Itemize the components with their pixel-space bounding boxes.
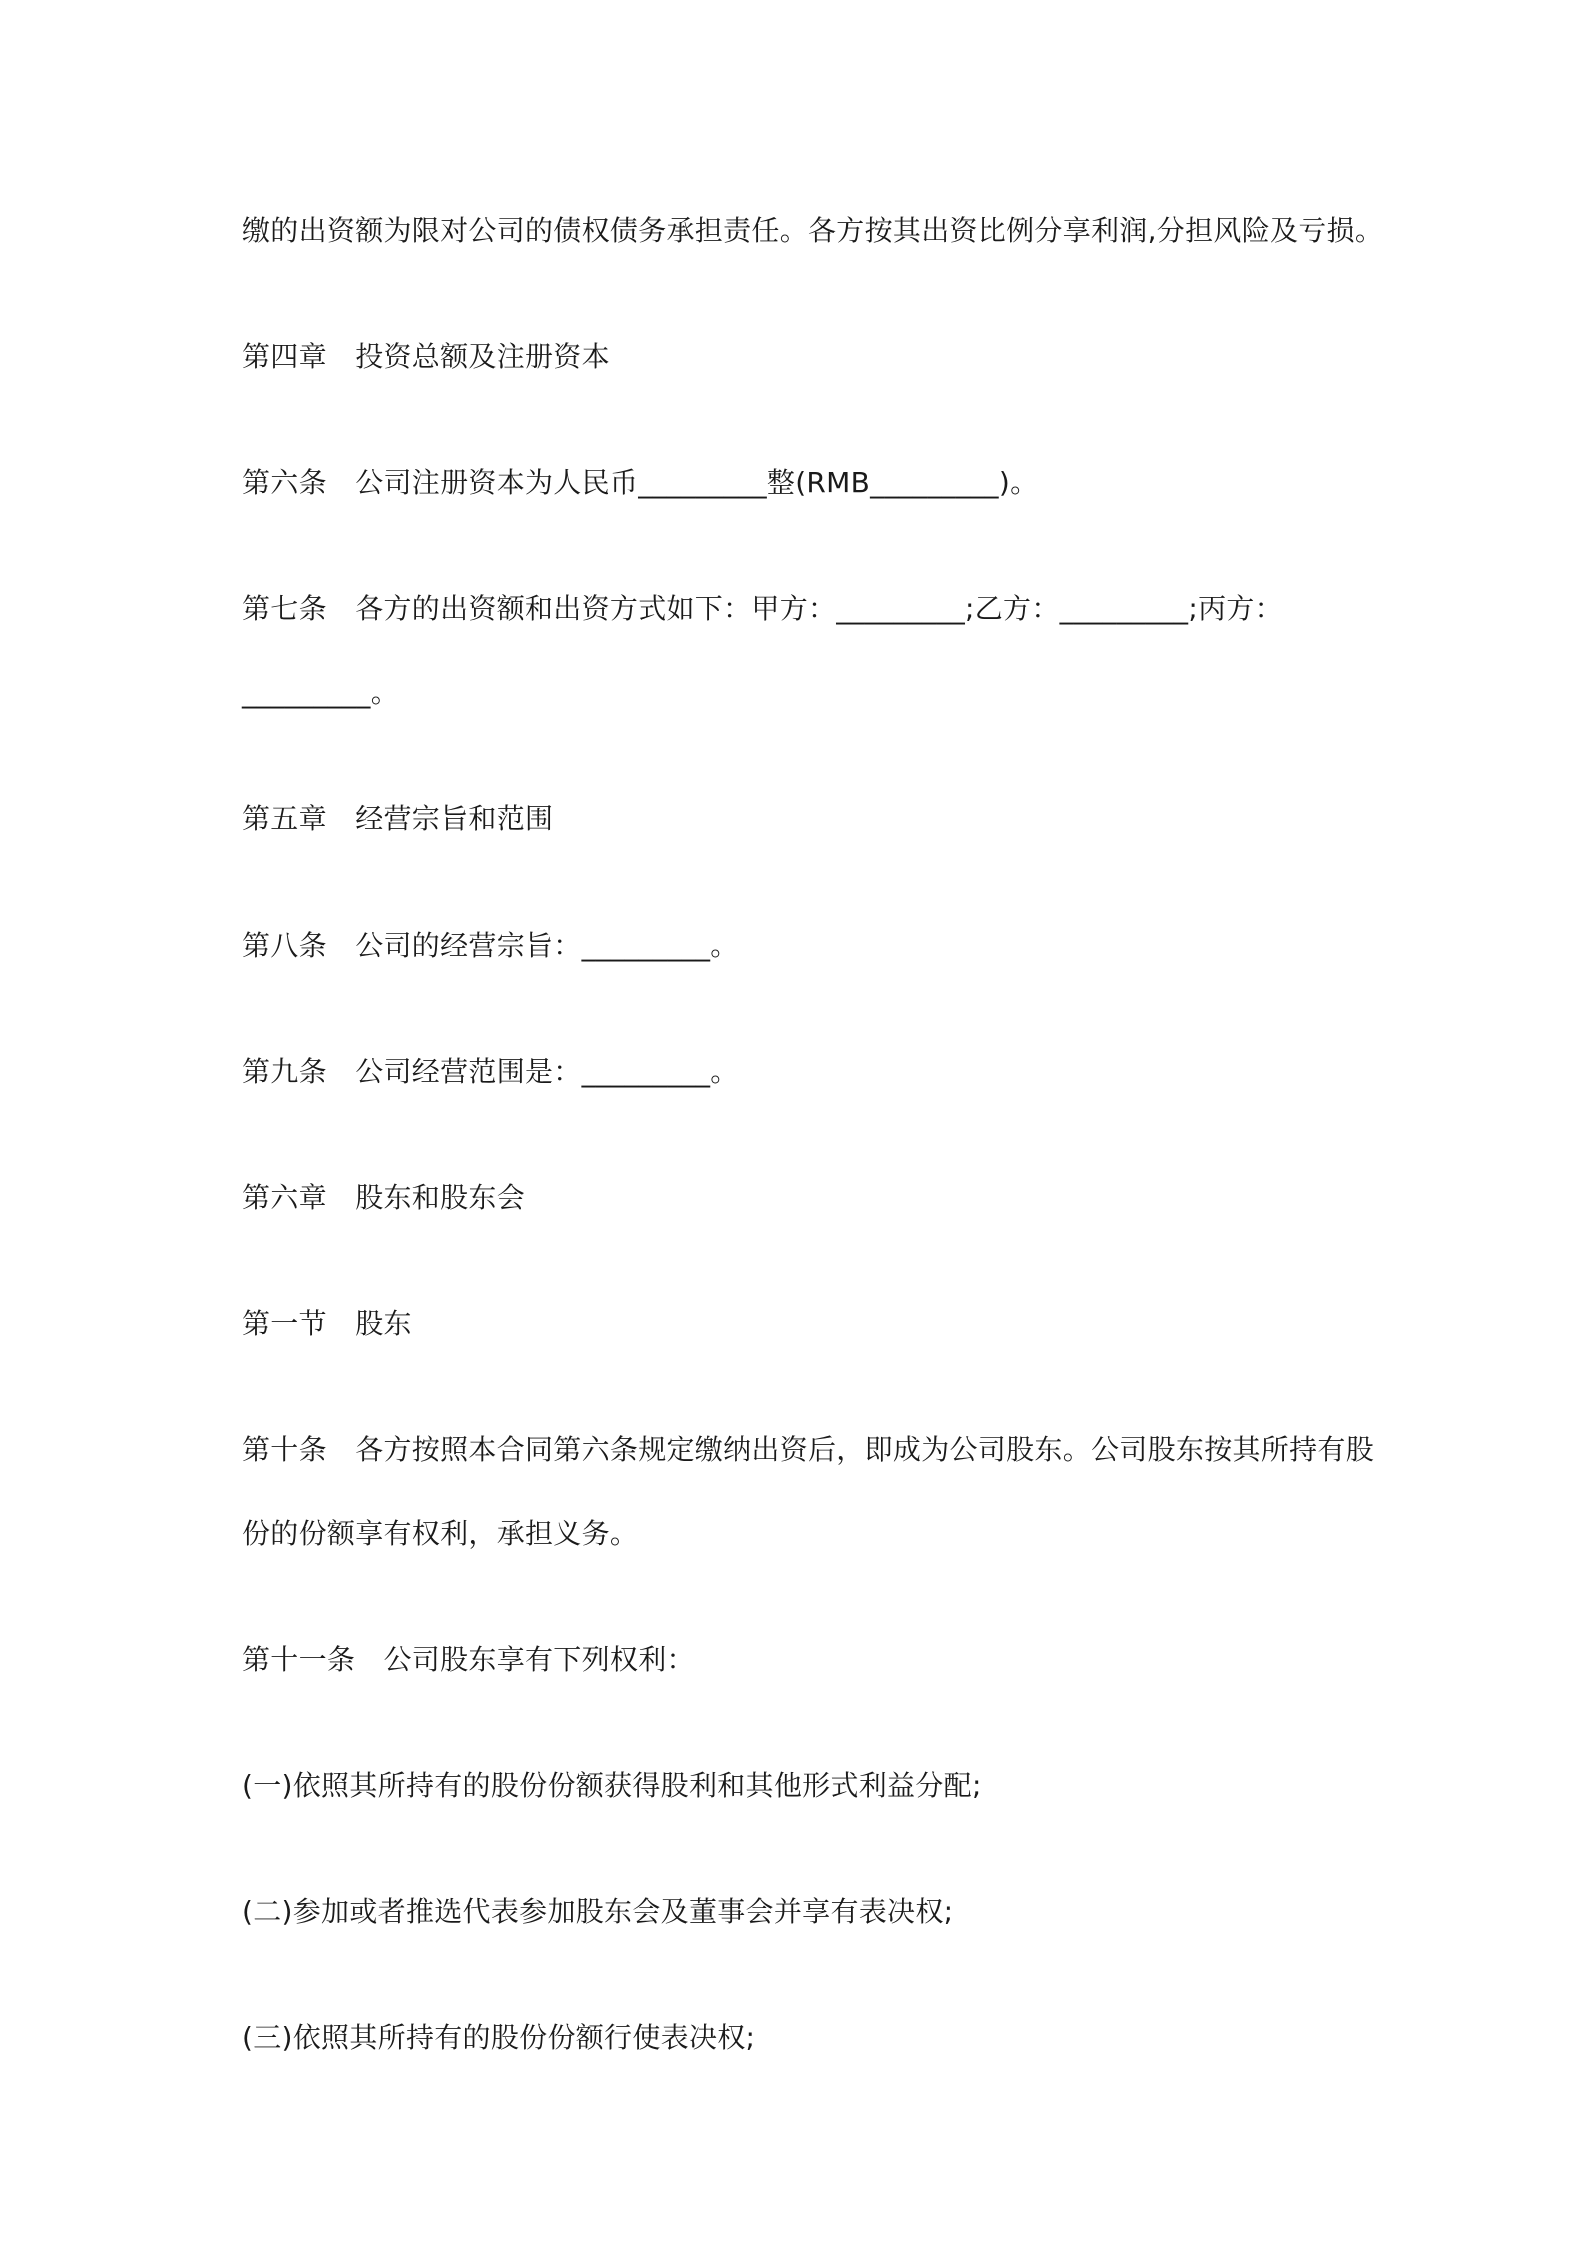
article-9: 第九条 公司经营范围是：_________。 <box>242 1055 739 1088</box>
chapter-4-heading: 第四章 投资总额及注册资本 <box>242 340 610 373</box>
article-10-continued: 份的份额享有权利，承担义务。 <box>242 1517 639 1550</box>
article-11: 第十一条 公司股东享有下列权利： <box>242 1643 695 1676</box>
right-item-2: (二)参加或者推选代表参加股东会及董事会并享有表决权; <box>242 1895 954 1928</box>
right-item-1: (一)依照其所持有的股份份额获得股利和其他形式利益分配; <box>242 1769 982 1802</box>
chapter-6-heading: 第六章 股东和股东会 <box>242 1181 526 1214</box>
right-item-3: (三)依照其所持有的股份份额行使表决权; <box>242 2021 756 2054</box>
article-6: 第六条 公司注册资本为人民币_________整(RMB_________)。 <box>242 466 1039 499</box>
chapter-5-heading: 第五章 经营宗旨和范围 <box>242 802 554 835</box>
text-line-liability: 缴的出资额为限对公司的债权债务承担责任。各方按其出资比例分享利润,分担风险及亏损。 <box>242 214 1384 247</box>
article-8: 第八条 公司的经营宗旨：_________。 <box>242 929 739 962</box>
article-10: 第十条 各方按照本合同第六条规定缴纳出资后，即成为公司股东。公司股东按其所持有股 <box>242 1433 1375 1466</box>
article-7: 第七条 各方的出资额和出资方式如下：甲方：_________;乙方：_________;丙方： <box>242 592 1283 625</box>
section-1-heading: 第一节 股东 <box>242 1307 412 1340</box>
article-7-continued: _________。 <box>242 676 399 709</box>
